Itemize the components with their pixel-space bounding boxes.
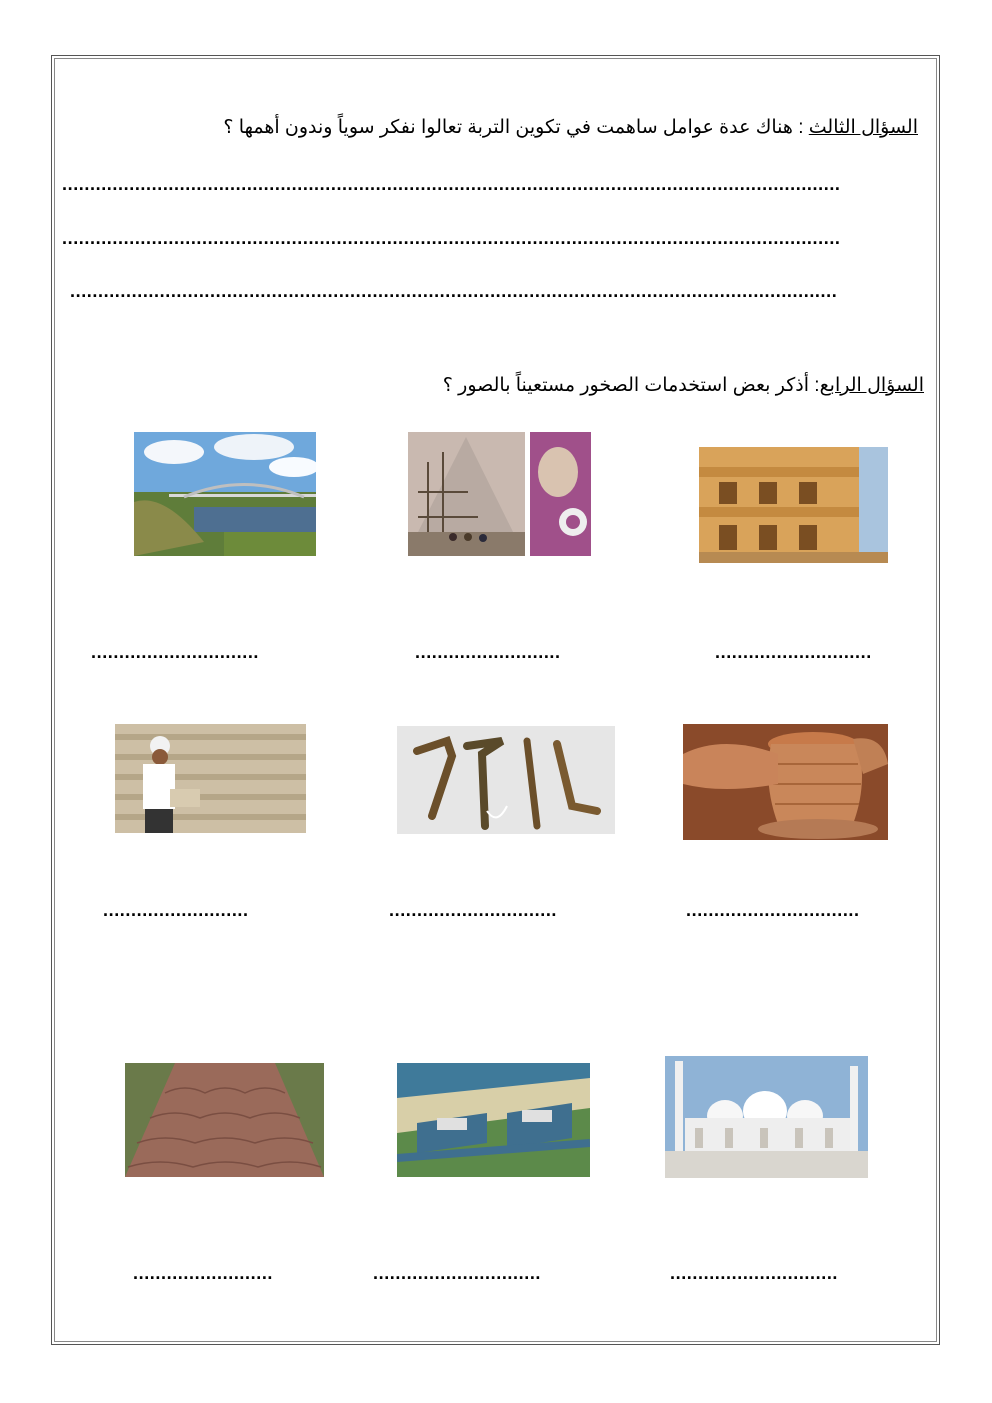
answer-line-q3-1[interactable]: ........................................................................................................................................... — [62, 174, 841, 194]
stone-tools-photo — [397, 726, 615, 834]
question-three — [223, 116, 918, 139]
question-four-text: : أذكر بعض استخدمات الصخور مستعيناً بالصور ؟ — [442, 375, 820, 396]
question-four-label: السؤال الرابع — [819, 375, 924, 396]
answer-line-row3-middle[interactable]: .............................. — [373, 1263, 542, 1283]
mosque-photo — [665, 1056, 868, 1178]
paved-road-photo — [125, 1063, 324, 1177]
question-three-label: السؤال الثالث — [808, 117, 918, 138]
answer-line-row2-right[interactable]: ............................... — [686, 900, 860, 920]
pottery-photo — [683, 724, 888, 840]
question-three-text: : هناك عدة عوامل ساهمت في تكوين التربة تعالوا نفكر سوياً وندون أهمها ؟ — [223, 117, 809, 138]
answer-line-row1-right[interactable]: ............................ — [715, 642, 872, 662]
question-four — [443, 374, 924, 397]
pyramid-construction-photo — [408, 432, 591, 556]
cement-bags-photo — [115, 724, 306, 833]
answer-line-row2-middle[interactable]: .............................. — [389, 900, 558, 920]
answer-line-q3-2[interactable]: ........................................................................................................................................... — [62, 228, 841, 248]
answer-line-row3-right[interactable]: .............................. — [670, 1263, 839, 1283]
answer-line-row1-middle[interactable]: .......................... — [415, 642, 561, 662]
answer-line-row2-left[interactable]: .......................... — [103, 900, 249, 920]
answer-line-q3-3[interactable]: ......................................................................................................................................... — [70, 281, 838, 301]
answer-line-row3-left[interactable]: ......................... — [133, 1263, 274, 1283]
bridge-photo — [134, 432, 316, 556]
stone-house-photo — [699, 447, 888, 563]
dam-photo — [397, 1063, 590, 1177]
answer-line-row1-left[interactable]: .............................. — [91, 642, 260, 662]
